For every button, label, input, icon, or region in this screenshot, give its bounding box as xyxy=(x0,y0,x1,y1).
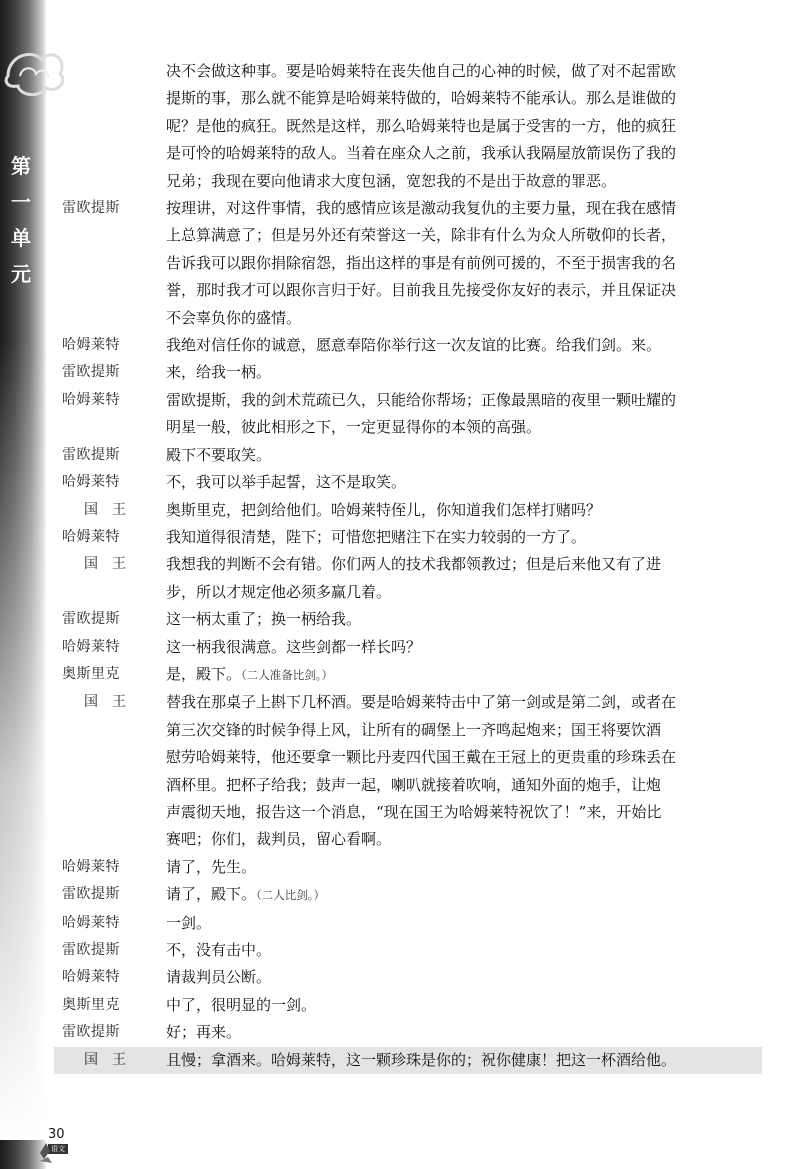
speech-line: 不，没有击中。 xyxy=(166,941,272,959)
speech-line: 上总算满意了；但是另外还有荣誉这一关，除非有什么为众人所敬仰的长者， xyxy=(166,226,677,245)
speech-line: 这一柄我很满意。这些剑都一样长吗？ xyxy=(166,637,422,656)
speaker-name: 哈姆莱特 xyxy=(62,528,120,545)
dialogue-row xyxy=(62,222,762,249)
dialogue-row xyxy=(54,1047,762,1074)
dialogue-row xyxy=(62,305,762,332)
dialogue-row xyxy=(62,717,762,744)
dialogue-row xyxy=(62,826,762,853)
speech-line: 是，殿下。（二人准备比剑。） xyxy=(166,664,334,683)
speaker-name: 哈姆莱特 xyxy=(62,969,120,986)
dialogue-row xyxy=(62,799,762,826)
speaker-name: 雷欧提斯 xyxy=(62,942,120,958)
dialogue-row xyxy=(62,772,762,799)
speech-line: 按理讲，对这件事情，我的感情应该是激动我复仇的主要力量，现在我在感情 xyxy=(166,199,677,218)
speech-line: 步，所以才规定他必须多赢几着。 xyxy=(166,582,392,601)
speech-line: 不会辜负你的盛情。 xyxy=(166,308,302,327)
speech-line: 好；再来。 xyxy=(166,1023,242,1042)
speech-line: 雷欧提斯，我的剑术荒疏已久，只能给你帮场；正像最黑暗的夜里一颗吐耀的 xyxy=(166,390,677,409)
dialogue-row xyxy=(62,332,762,359)
speech-line: 我想我的判断不会有错。你们两人的技术我都领教过；但是后来他又有了进 xyxy=(166,555,662,574)
speaker-name: 国王 xyxy=(84,501,140,518)
speech-line: 殿下不要取笑。 xyxy=(166,445,272,464)
speech-line: 慰劳哈姆莱特，他还要拿一颗比丹麦四代国王戴在王冠上的更贵重的珍珠丢在 xyxy=(166,748,677,767)
unit-sidebar xyxy=(0,0,46,1169)
dialogue-row xyxy=(62,469,762,496)
speech-line: 奥斯里克，把剑给他们。哈姆莱特侄儿，你知道我们怎样打赌吗？ xyxy=(166,500,602,519)
speech-line: 且慢；拿酒来。哈姆莱特，这一颗珍珠是你的；祝你健康！把这一杯酒给他。 xyxy=(166,1050,677,1069)
book-tag: 语文 xyxy=(48,1144,68,1154)
speech-line: 我绝对信任你的诚意，愿意奉陪你举行这一次友谊的比赛。给我们剑。来。 xyxy=(166,336,662,355)
speaker-name: 国王 xyxy=(84,556,140,573)
speaker-name: 哈姆莱特 xyxy=(62,474,120,491)
speaker-name: 奥斯里克 xyxy=(62,996,120,1013)
dialogue-row xyxy=(62,359,762,386)
intro-line xyxy=(62,113,762,140)
dialogue-row xyxy=(62,414,762,441)
speaker-name: 雷欧提斯 xyxy=(62,446,120,463)
speaker-name: 国王 xyxy=(84,1051,140,1068)
speech-line: 呢？是他的疯狂。既然是这样，那么哈姆莱特也是属于受害的一方，他的疯狂 xyxy=(166,116,677,135)
unit-label: 第 一 单 元 xyxy=(11,154,31,286)
dialogue-list xyxy=(62,195,762,1074)
speaker-name: 雷欧提斯 xyxy=(62,1024,120,1041)
speech-line: 明星一般，彼此相形之下，一定更显得你的本领的高强。 xyxy=(166,418,542,437)
speaker-name: 哈姆莱特 xyxy=(62,337,120,354)
speaker-name: 奥斯里克 xyxy=(62,665,120,682)
speech-line: 来，给我一柄。 xyxy=(166,363,272,382)
speech-line: 决不会做这种事。要是哈姆莱特在丧失他自己的心神的时候，做了对不起雷欧 xyxy=(166,62,677,80)
dialogue-row xyxy=(62,497,762,524)
speech-line: 替我在那桌子上斟下几杯酒。要是哈姆莱特击中了第一剑或是第二剑，或者在 xyxy=(166,693,677,712)
speech-line: 请了，先生。 xyxy=(166,857,257,876)
speaker-name: 哈姆莱特 xyxy=(62,914,120,931)
dialogue-row xyxy=(62,992,762,1019)
dialogue-row xyxy=(62,964,762,991)
dialogue-row xyxy=(62,442,762,469)
intro-line xyxy=(62,140,762,167)
dialogue-row xyxy=(62,551,762,578)
intro-line xyxy=(62,58,762,85)
page-number: 30 xyxy=(48,1127,65,1142)
speech-line: 中了，很明显的一剑。 xyxy=(166,995,317,1014)
speaker-name: 雷欧提斯 xyxy=(62,200,120,217)
stage-direction: （二人准备比剑。） xyxy=(241,667,334,682)
speaker-name: 哈姆莱特 xyxy=(62,391,120,408)
dialogue-row xyxy=(62,937,762,964)
intro-paragraph xyxy=(62,58,762,195)
speech-line: 告诉我可以跟你捐除宿怨，指出这样的事是有前例可援的，不至于损害我的名 xyxy=(166,253,677,272)
speech-line: 誉，那时我才可以跟你言归于好。目前我且先接受你友好的表示，并且保证决 xyxy=(166,281,677,300)
dialogue-row xyxy=(62,854,762,881)
speaker-name: 哈姆莱特 xyxy=(62,638,120,655)
dialogue-row xyxy=(62,524,762,551)
speech-line: 提斯的事，那么就不能算是哈姆莱特做的，哈姆莱特不能承认。那么是谁做的 xyxy=(166,89,677,108)
speech-line: 一剑。 xyxy=(166,913,212,932)
speech-line: 声震彻天地，报告这一个消息，“现在国王为哈姆莱特祝饮了！”来，开始比 xyxy=(166,802,662,821)
dialogue-row xyxy=(62,910,762,937)
speech-line: 酒杯里。把杯子给我；鼓声一起，喇叭就接着吹响，通知外面的炮手，让炮 xyxy=(166,775,662,794)
speaker-name: 雷欧提斯 xyxy=(62,611,120,628)
intro-line xyxy=(62,168,762,195)
speech-line: 第三次交锋的时候争得上风，让所有的碉堡上一齐鸣起炮来；国王将要饮酒 xyxy=(166,720,662,739)
speech-line: 这一柄太重了；换一柄给我。 xyxy=(166,610,362,629)
intro-line xyxy=(62,85,762,112)
speaker-name: 雷欧提斯 xyxy=(62,886,120,903)
speech-line: 请了，殿下。（二人比剑。） xyxy=(166,885,326,904)
speech-line: 赛吧；你们，裁判员，留心看啊。 xyxy=(166,830,392,849)
dialogue-row xyxy=(62,606,762,633)
dialogue-row xyxy=(62,387,762,414)
dialogue-row xyxy=(62,277,762,304)
speaker-name: 雷欧提斯 xyxy=(62,364,120,381)
dialogue-row xyxy=(62,195,762,222)
dialogue-row xyxy=(62,881,762,909)
dialogue-row xyxy=(62,250,762,277)
speech-line: 是可怜的哈姆莱特的敌人。当着在座众人之前，我承认我隔屋放箭误伤了我的 xyxy=(166,144,677,163)
script-text xyxy=(62,58,762,1074)
dialogue-row xyxy=(62,744,762,771)
dialogue-row xyxy=(62,1019,762,1046)
speaker-name: 国王 xyxy=(84,694,140,711)
speech-line: 兄弟；我现在要向他请求大度包涵，宽恕我的不是出于故意的罪恶。 xyxy=(166,171,617,190)
speech-line: 请裁判员公断。 xyxy=(166,968,272,987)
page-corner-ornament-icon xyxy=(38,1123,118,1163)
stage-direction: （二人比剑。） xyxy=(256,888,326,903)
dialogue-row xyxy=(62,579,762,606)
speaker-name: 哈姆莱特 xyxy=(62,858,120,875)
dialogue-row xyxy=(62,689,762,716)
speech-line: 我知道得很清楚，陛下；可惜您把赌注下在实力较弱的一方了。 xyxy=(166,527,587,546)
dialogue-row xyxy=(62,661,762,689)
speech-line: 不，我可以举手起誓，这不是取笑。 xyxy=(166,473,407,492)
dialogue-row xyxy=(62,634,762,661)
